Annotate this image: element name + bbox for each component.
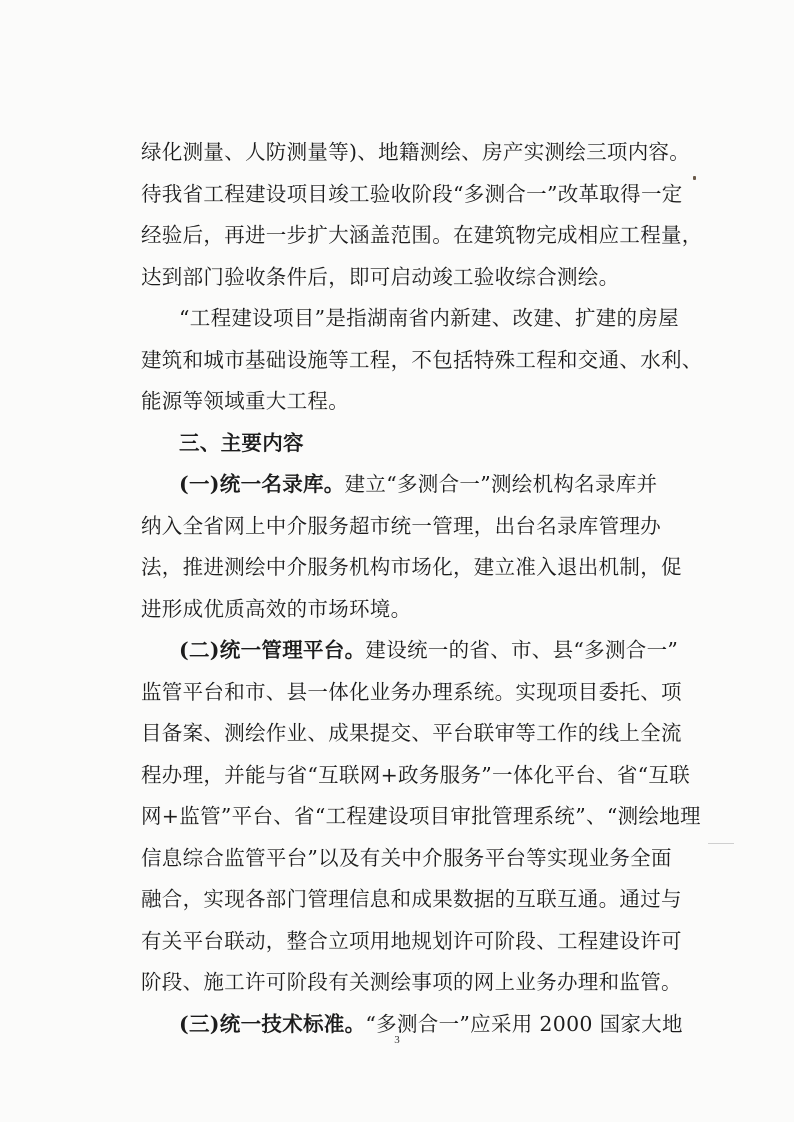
text-segment: 进形成优质高效的市场环境。 [141,596,412,621]
text-line [141,547,682,589]
text-line [141,215,703,257]
text-segment: 建设统一的省、市、县“多测合一” [365,638,679,662]
text-segment: 绿化测量、人防测量等)、地籍测绘、房产实测绘三项内容。 [141,140,691,164]
text-segment: 建立“多测合一”测绘机构名录库并 [344,472,658,496]
text-segment: 达到部门验收条件后，即可启动竣工验收综合测绘。 [141,264,620,289]
text-line [141,672,682,714]
text-line [141,589,671,631]
text-segment: 目备案、测绘作业、成果提交、平台联审等工作的线上全流 [141,721,682,745]
scan-speck [693,176,696,180]
item-title: (三)统一技术标准。 [179,1011,366,1036]
text-line [141,921,682,963]
text-line [141,174,683,216]
text-segment: 建筑和城市基础设施等工程，不包括特殊工程和交通、水利、 [141,347,703,372]
text-line [141,381,671,423]
text-segment: 经验后，再进一步扩大涵盖范围。在建筑物完成相应工程量， [141,223,703,247]
item-title: (二)统一管理平台。 [179,638,366,662]
text-segment: 能源等领域重大工程。 [141,389,349,413]
text-segment: 网+监管”平台、省“工程建设项目审批管理系统”、“测绘地理 [141,804,701,828]
scan-mark [708,843,734,844]
text-segment: 有关平台联动，整合立项用地规划许可阶段、工程建设许可 [141,928,682,953]
text-line [141,257,671,299]
section-heading [141,423,671,465]
text-line [141,464,671,506]
text-line [141,132,691,174]
text-line [141,838,671,880]
text-segment: 法，推进测绘中介服务机构市场化，建立准入退出机制，促 [141,555,682,579]
text-segment: 融合，实现各部门管理信息和成果数据的互联互通。通过与 [141,887,682,911]
text-segment: 信息综合监管平台”以及有关中介服务平台等实现业务全面 [141,845,672,870]
text-line [141,298,679,340]
text-segment: 程办理，并能与省“互联网+政务服务”一体化平台、省“互联 [141,762,691,787]
text-line [141,962,682,1004]
text-line [141,713,682,755]
text-segment: 阶段、施工许可阶段有关测绘事项的网上业务办理和监管。 [141,970,682,994]
text-line [141,755,691,797]
text-segment: 监管平台和市、县一体化业务办理系统。实现项目委托、项 [141,679,682,704]
text-segment: 三、主要内容 [179,430,304,455]
text-line [141,879,682,921]
item-title: (一)统一名录库。 [179,472,345,496]
text-line [141,630,679,672]
text-segment: “多测合一”应采用 2000 国家大地 [365,1011,683,1036]
text-line [141,796,701,838]
page-number: 3 [394,1034,400,1046]
text-line [141,340,703,382]
document-body [141,132,703,1045]
text-segment: 纳入全省网上中介服务超市统一管理，出台名录库管理办 [141,513,661,538]
text-segment: 待我省工程建设项目竣工验收阶段“多测合一”改革取得一定 [141,181,683,206]
text-line [141,506,671,548]
text-segment: “工程建设项目”是指湖南省内新建、改建、扩建的房屋 [179,306,679,330]
